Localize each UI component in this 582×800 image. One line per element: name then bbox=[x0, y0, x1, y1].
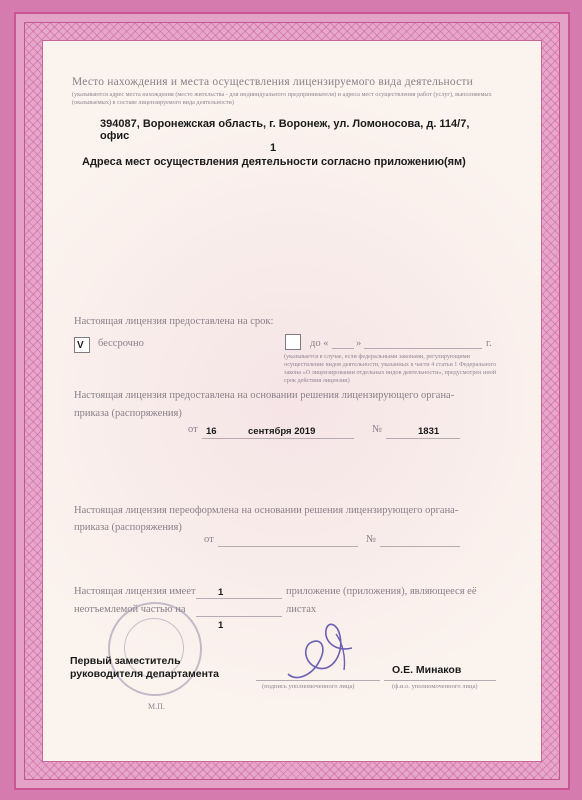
appendix-count-line-2 bbox=[196, 616, 282, 617]
appendix-count-line-1 bbox=[196, 598, 282, 599]
signer-role-1: Первый заместитель bbox=[70, 655, 181, 667]
appendix-text-1: Настоящая лицензия имеет bbox=[74, 586, 196, 597]
grant-num-sign: № bbox=[372, 424, 383, 435]
appendix-text-2: приложение (приложения), являющееся её bbox=[286, 586, 477, 597]
term-label: Настоящая лицензия предоставлена на срок: bbox=[74, 316, 274, 327]
handwritten-signature bbox=[282, 612, 372, 686]
reissue-text-2: приказа (распоряжения) bbox=[74, 522, 182, 533]
unlimited-checkbox bbox=[74, 337, 90, 353]
until-label: до « bbox=[310, 338, 329, 349]
section-title: Место нахождения и места осуществления лицензируемого вида деятельности bbox=[72, 76, 473, 88]
name-caption: (ф.и.о. уполномоченного лица) bbox=[392, 683, 478, 690]
mp-label: М.П. bbox=[148, 702, 165, 711]
address-line-2: 1 bbox=[270, 142, 277, 154]
grant-date-line bbox=[202, 438, 354, 439]
unlimited-check-mark: V bbox=[77, 340, 84, 351]
until-month-line bbox=[364, 348, 482, 349]
grant-text-1: Настоящая лицензия предоставлена на основании решения лицензирующего органа- bbox=[74, 390, 455, 401]
reissue-number-line bbox=[380, 546, 460, 547]
grant-month-year: сентября 2019 bbox=[248, 426, 316, 437]
appendix-text-3: неотъемлемой частью на bbox=[74, 604, 186, 615]
grant-number-line bbox=[386, 438, 460, 439]
signer-name: О.Е. Минаков bbox=[392, 664, 462, 676]
until-year-suffix: г. bbox=[486, 338, 492, 349]
reissue-num-sign: № bbox=[366, 534, 377, 545]
until-quote-close: » bbox=[356, 338, 362, 349]
appendix-text-4: листах bbox=[286, 604, 317, 615]
grant-number: 1831 bbox=[418, 426, 440, 437]
grant-from: от bbox=[188, 424, 198, 435]
until-checkbox bbox=[285, 334, 301, 350]
section-note: (указываются адрес места нахождения (место жительства - для индивидуального предпринимателя) и адреса мест осуществления работ (услуг), выполняемых (оказываемых) в составе лицензируемого вида деятельности) bbox=[72, 91, 492, 106]
signature-line bbox=[256, 680, 380, 681]
address-line-1: 394087, Воронежская область, г. Воронеж, ул. Ломоносова, д. 114/7, офис bbox=[100, 118, 470, 142]
reissue-text-1: Настоящая лицензия переоформлена на основании решения лицензирующего органа- bbox=[74, 505, 459, 516]
activity-places: Адреса мест осуществления деятельности согласно приложению(ям) bbox=[82, 156, 466, 168]
term-note: (указывается в случае, если федеральными законами, регулирующими осуществление видов деятельности, указанных в части 4 статьи 1 Федерального закона «О лицензировании отдельных видов деятельности», предусмотрен иной срок действия лицензии) bbox=[284, 353, 497, 384]
reissue-from: от bbox=[204, 534, 214, 545]
official-seal bbox=[108, 602, 202, 696]
grant-text-2: приказа (распоряжения) bbox=[74, 408, 182, 419]
reissue-date-line bbox=[218, 546, 358, 547]
unlimited-label: бессрочно bbox=[98, 338, 144, 349]
appendix-count-2: 1 bbox=[218, 620, 224, 631]
until-day-line bbox=[332, 348, 354, 349]
signer-role-2: руководителя департамента bbox=[70, 668, 219, 680]
appendix-count-1: 1 bbox=[218, 587, 224, 598]
name-line bbox=[384, 680, 496, 681]
signature-caption: (подпись уполномоченного лица) bbox=[262, 683, 355, 690]
grant-day: 16 bbox=[206, 426, 217, 437]
